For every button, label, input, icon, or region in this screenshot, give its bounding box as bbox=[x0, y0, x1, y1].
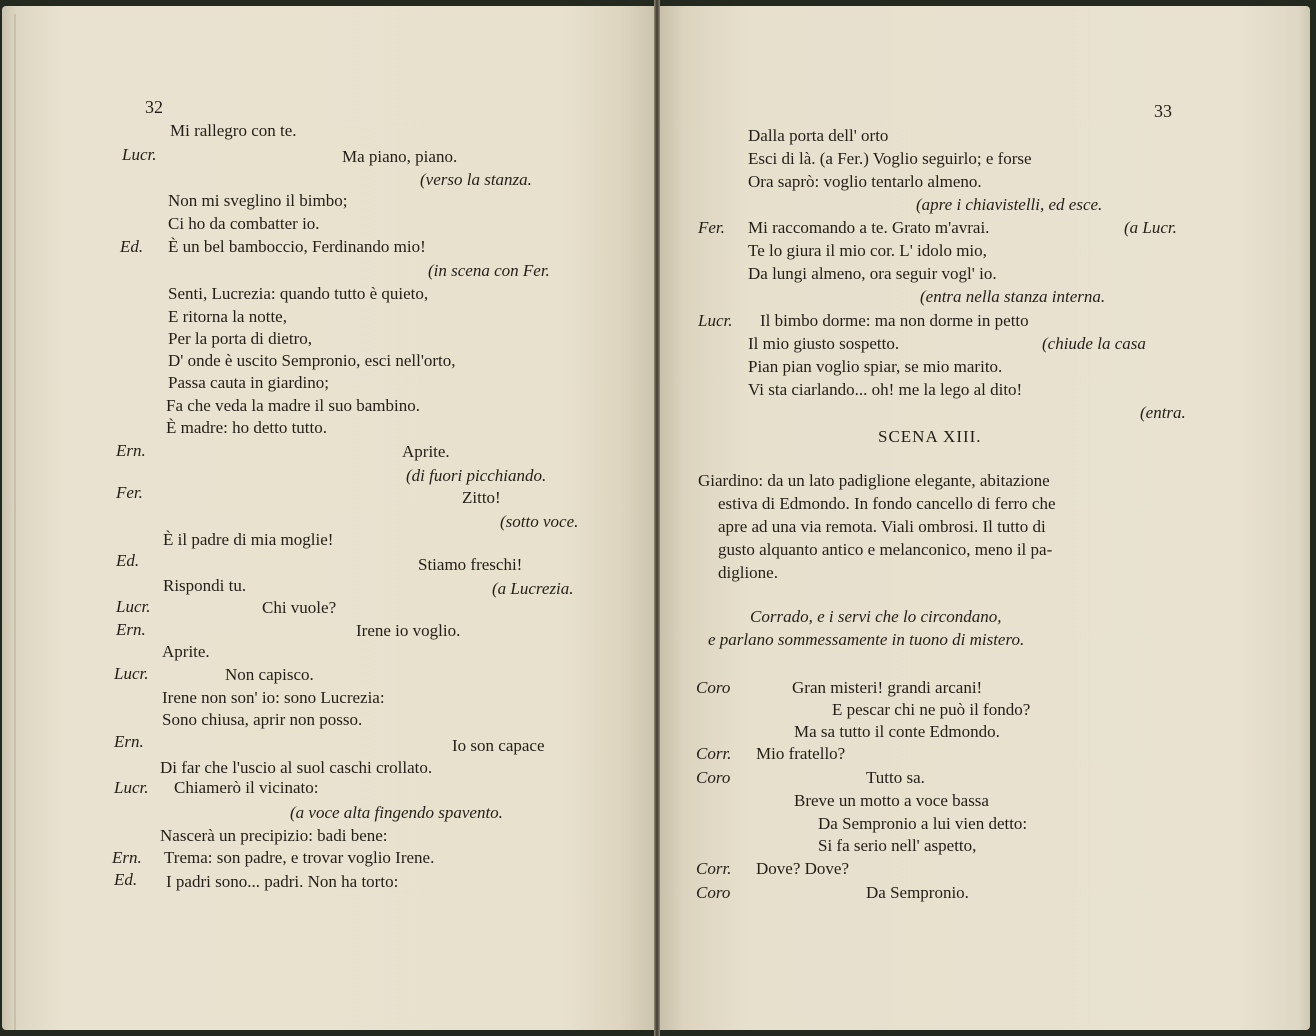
speaker-label: Ern. bbox=[116, 441, 146, 460]
speaker-label: Ern. bbox=[114, 732, 144, 751]
speaker-label: Lucr. bbox=[116, 597, 151, 616]
stage-direction: (verso la stanza. bbox=[420, 170, 532, 189]
speaker-label: Ern. bbox=[116, 620, 146, 639]
scene-description: estiva di Edmondo. In fondo cancello di ferro che bbox=[718, 494, 1056, 513]
stage-direction: (apre i chiavistelli, ed esce. bbox=[916, 195, 1103, 214]
verse-line: E ritorna la notte, bbox=[168, 307, 287, 326]
verse-line: Senti, Lucrezia: quando tutto è quieto, bbox=[168, 284, 429, 303]
speaker-label: Ern. bbox=[112, 848, 142, 867]
verse-line: Ora saprò: voglio tentarlo almeno. bbox=[748, 172, 982, 191]
stage-direction: e parlano sommessamente in tuono di mistero. bbox=[708, 630, 1025, 649]
verse-line: Da Sempronio a lui vien detto: bbox=[818, 814, 1028, 833]
verse-line: Non mi sveglino il bimbo; bbox=[168, 191, 348, 210]
verse-line: È un bel bamboccio, Ferdinando mio! bbox=[168, 237, 426, 256]
verse-line: Ci ho da combatter io. bbox=[168, 214, 320, 233]
speaker-label: Lucr. bbox=[698, 311, 733, 330]
verse-line: Gran misteri! grandi arcani! bbox=[792, 678, 983, 697]
verse-line: È il padre di mia moglie! bbox=[163, 530, 334, 549]
speaker-label: Fer. bbox=[116, 483, 143, 502]
verse-line: Di far che l'uscio al suol caschi crollato. bbox=[160, 758, 433, 777]
verse-line: Rispondi tu. bbox=[163, 576, 247, 595]
speaker-label: Coro bbox=[696, 883, 731, 902]
verse-line: Irene io voglio. bbox=[356, 621, 461, 640]
verse-line: Il bimbo dorme: ma non dorme in petto bbox=[760, 311, 1029, 330]
verse-line: Aprite. bbox=[162, 642, 210, 661]
stage-direction: (in scena con Fer. bbox=[428, 261, 550, 280]
stage-direction: (sotto voce. bbox=[500, 512, 579, 531]
verse-line: Il mio giusto sospetto. bbox=[748, 334, 900, 353]
scene-description: gusto alquanto antico e melanconico, meno il pa- bbox=[718, 540, 1053, 559]
page-number: 32 bbox=[145, 97, 163, 117]
book-gutter bbox=[654, 0, 660, 1036]
verse-line: Nascerà un precipizio: badi bene: bbox=[160, 826, 388, 845]
verse-line: Ma piano, piano. bbox=[342, 147, 458, 166]
page-edge bbox=[14, 14, 16, 1030]
verse-line: Sono chiusa, aprir non posso. bbox=[162, 710, 363, 729]
stage-direction: (a Lucr. bbox=[1124, 218, 1177, 237]
stage-direction: (entra. bbox=[1140, 403, 1186, 422]
scene-description: Giardino: da un lato padiglione elegante, abitazione bbox=[698, 471, 1050, 490]
verse-line: Dove? Dove? bbox=[756, 859, 849, 878]
verse-line: Per la porta di dietro, bbox=[168, 329, 312, 348]
stage-direction: (entra nella stanza interna. bbox=[920, 287, 1106, 306]
stage-direction: (chiude la casa bbox=[1042, 334, 1146, 353]
verse-line: Passa cauta in giardino; bbox=[168, 373, 329, 392]
stage-direction: Corrado, e i servi che lo circondano, bbox=[750, 607, 1002, 626]
stage-direction: (a voce alta fingendo spavento. bbox=[290, 803, 503, 822]
verse-line: Breve un motto a voce bassa bbox=[794, 791, 989, 810]
speaker-label: Corr. bbox=[696, 744, 732, 763]
scene-heading: SCENA XIII. bbox=[878, 427, 982, 446]
speaker-label: Lucr. bbox=[114, 778, 149, 797]
speaker-label: Coro bbox=[696, 768, 731, 787]
verse-line: Da lungi almeno, ora seguir vogl' io. bbox=[748, 264, 997, 283]
verse-line: È madre: ho detto tutto. bbox=[166, 418, 327, 437]
verse-line: Chiamerò il vicinato: bbox=[174, 778, 319, 797]
verse-line: Trema: son padre, e trovar voglio Irene. bbox=[164, 848, 435, 867]
speaker-label: Ed. bbox=[114, 870, 138, 889]
verse-line: Aprite. bbox=[402, 442, 450, 461]
stage-direction: (a Lucrezia. bbox=[492, 579, 574, 598]
verse-line: D' onde è uscito Sempronio, esci nell'orto, bbox=[168, 351, 456, 370]
verse-line: Tutto sa. bbox=[866, 768, 925, 787]
verse-line: Da Sempronio. bbox=[866, 883, 969, 902]
verse-line: Pian pian voglio spiar, se mio marito. bbox=[748, 357, 1003, 376]
speaker-label: Ed. bbox=[120, 237, 144, 256]
stage-direction: (di fuori picchiando. bbox=[406, 466, 547, 485]
verse-line: Mi rallegro con te. bbox=[170, 121, 297, 140]
verse-line: Irene non son' io: sono Lucrezia: bbox=[162, 688, 385, 707]
verse-line: Vi sta ciarlando... oh! me la lego al dito! bbox=[748, 380, 1023, 399]
verse-line: Mio fratello? bbox=[756, 744, 846, 763]
scene-description: apre ad una via remota. Viali ombrosi. Il tutto di bbox=[718, 517, 1046, 536]
verse-line: Fa che veda la madre il suo bambino. bbox=[166, 396, 420, 415]
verse-line: Esci di là. (a Fer.) Voglio seguirlo; e forse bbox=[748, 149, 1032, 168]
verse-line: Ma sa tutto il conte Edmondo. bbox=[794, 722, 1000, 741]
speaker-label: Corr. bbox=[696, 859, 732, 878]
speaker-label: Lucr. bbox=[114, 664, 149, 683]
speaker-label: Coro bbox=[696, 678, 731, 697]
verse-line: Io son capace bbox=[452, 736, 545, 755]
verse-line: Chi vuole? bbox=[262, 598, 337, 617]
verse-line: Non capisco. bbox=[225, 665, 314, 684]
page-number: 33 bbox=[1154, 101, 1172, 121]
speaker-label: Fer. bbox=[698, 218, 725, 237]
speaker-label: Ed. bbox=[116, 551, 140, 570]
verse-line: I padri sono... padri. Non ha torto: bbox=[166, 872, 399, 891]
verse-line: Mi raccomando a te. Grato m'avrai. bbox=[748, 218, 990, 237]
verse-line: Dalla porta dell' orto bbox=[748, 126, 889, 145]
verse-line: Zitto! bbox=[462, 488, 501, 507]
verse-line: Te lo giura il mio cor. L' idolo mio, bbox=[748, 241, 987, 260]
speaker-label: Lucr. bbox=[122, 145, 157, 164]
verse-line: Stiamo freschi! bbox=[418, 555, 523, 574]
verse-line: E pescar chi ne può il fondo? bbox=[832, 700, 1031, 719]
verse-line: Si fa serio nell' aspetto, bbox=[818, 836, 977, 855]
scene-description: diglione. bbox=[718, 563, 778, 582]
